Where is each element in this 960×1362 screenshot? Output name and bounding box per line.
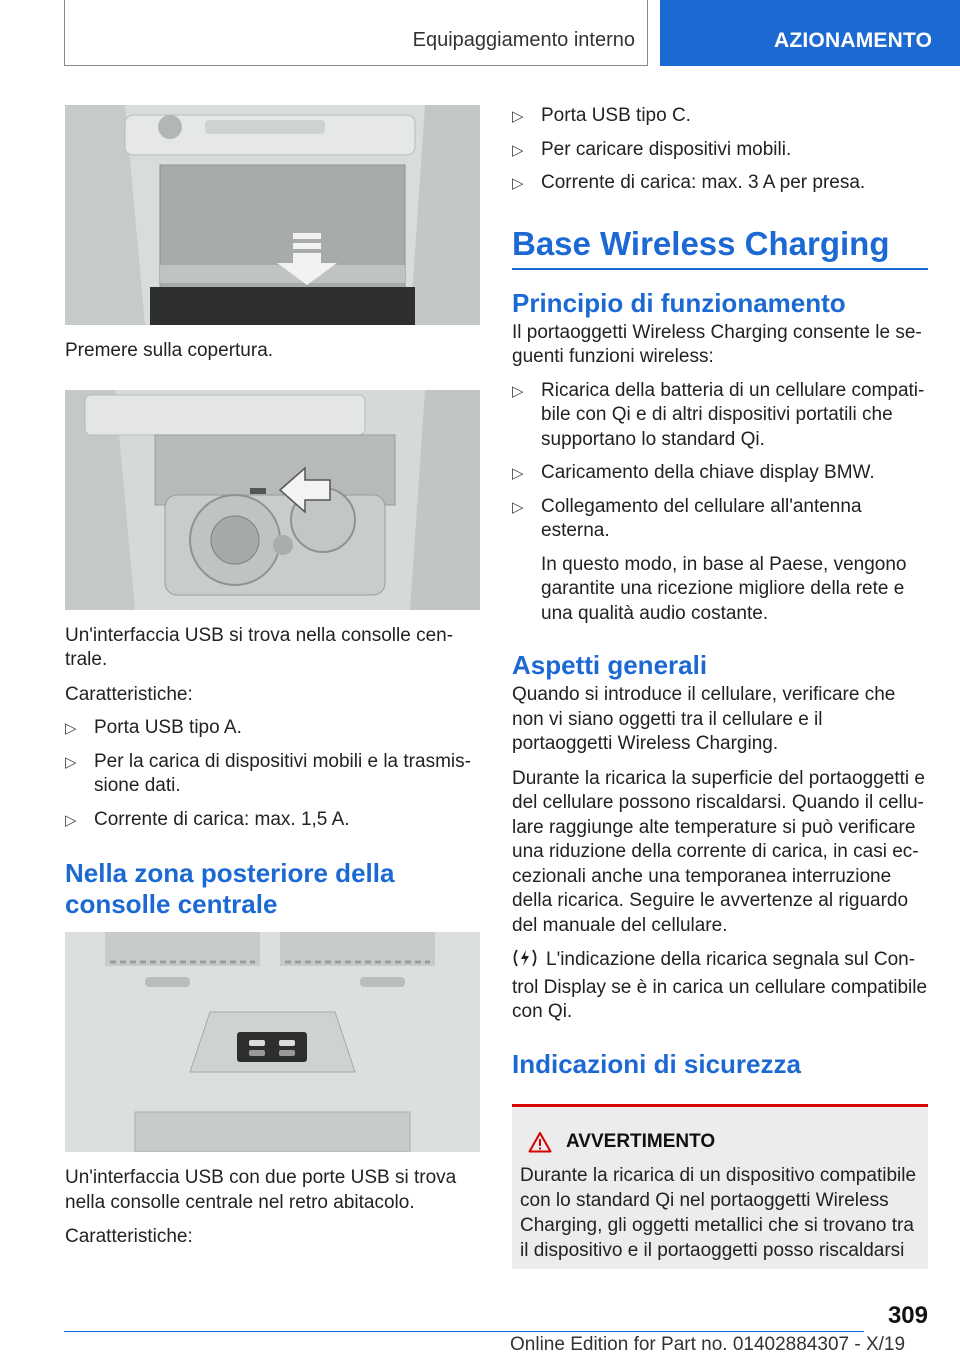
triangle-bullet-icon: ▷ bbox=[512, 382, 524, 400]
antenna-note: In questo modo, in base al Paese, vengono garantite una ricezione migliore della rete e una qualità audio costante. bbox=[541, 553, 907, 624]
footer-edition: Online Edition for Part no. 01402884307 - X/19 bbox=[510, 1334, 906, 1355]
left-column bbox=[65, 105, 480, 1250]
warning-box bbox=[512, 1104, 928, 1269]
heading-rear-console: Nella zona posteriore della consolle centrale bbox=[65, 858, 395, 919]
list-item: ▷ Collegamento del cellulare all'antenna esterna. bbox=[512, 495, 862, 541]
features-label: Caratteristiche: bbox=[65, 683, 193, 705]
photo-cover-press bbox=[65, 105, 480, 325]
warning-text: Durante la ricarica di un dispositivo compatibile con lo standard Qi nel portaoggetti Wireless Charging, gli oggetti metallici che si trovano tra il dispositivo e il portaoggetti posso riscaldarsi bbox=[520, 1164, 917, 1261]
header-section: AZIONAMENTO bbox=[774, 29, 933, 52]
features-list-front bbox=[65, 716, 480, 832]
header-chapter-box bbox=[64, 0, 648, 66]
triangle-bullet-icon: ▷ bbox=[512, 141, 524, 159]
triangle-bullet-icon: ▷ bbox=[512, 498, 524, 516]
list-item: ▷ Ricarica della batteria di un cellulare compati-bile con Qi e di altri dispositivi portatili che supportano lo standard Qi. bbox=[512, 379, 925, 450]
photo-usb-rear bbox=[65, 932, 480, 1152]
warning-header bbox=[528, 1131, 920, 1153]
section-heading-wrap bbox=[512, 224, 928, 270]
list-item: ▷ Per la carica di dispositivi mobili e la trasmis-sione dati. bbox=[65, 750, 471, 796]
triangle-bullet-icon: ▷ bbox=[512, 108, 524, 125]
list-item: ▷ Corrente di carica: max. 1,5 A. bbox=[65, 808, 480, 833]
list-item: ▷ Corrente di carica: max. 3 A per presa. bbox=[512, 171, 928, 196]
heading-general: Aspetti generali bbox=[512, 650, 708, 680]
general-paragraph-2: Durante la ricarica la superficie del portaoggetti e del cellulare possono riscaldarsi. Quando il cellu-lare raggiunge alte temperature si può verificare una riduzione della corrente di carica, in casi ec-cezionali anche una temporanea interruzione della ricarica. Seguire le avvertenze al riguardo del manuale del cellulare. bbox=[512, 767, 925, 936]
list-item: ▷ Porta USB tipo C. bbox=[512, 104, 928, 129]
wireless-charging-icon bbox=[512, 948, 538, 976]
heading-principle: Principio di funzionamento bbox=[512, 287, 846, 318]
list-item: ▷ Caricamento della chiave display BMW. bbox=[512, 461, 928, 486]
triangle-bullet-icon: ▷ bbox=[65, 720, 77, 737]
heading-safety: Indicazioni di sicurezza bbox=[512, 1048, 801, 1079]
warning-triangle-icon bbox=[528, 1131, 552, 1153]
caption-press-cover: Premere sulla copertura. bbox=[65, 340, 274, 361]
list-item: ▷ Per caricare dispositivi mobili. bbox=[512, 138, 928, 163]
photo-usb-front bbox=[65, 390, 480, 610]
section-heading: Base Wireless Charging bbox=[512, 224, 890, 262]
principle-list bbox=[512, 379, 928, 544]
general-paragraph-1: Quando si introduce il cellulare, verificare che non vi siano oggetti tra il cellulare e il portaoggetti Wireless Charging. bbox=[512, 684, 896, 754]
footer-divider bbox=[64, 1331, 864, 1332]
list-item: ▷ Porta USB tipo A. bbox=[65, 716, 480, 741]
warning-title: AVVERTIMENTO bbox=[566, 1130, 716, 1152]
triangle-bullet-icon: ▷ bbox=[512, 465, 524, 482]
caption-usb-rear: Un'interfaccia USB con due porte USB si trova nella consolle centrale nel retro abitacolo. bbox=[65, 1167, 457, 1213]
page-number: 309 bbox=[887, 1302, 928, 1329]
triangle-bullet-icon: ▷ bbox=[65, 811, 77, 829]
general-paragraph-3: L'indicazione della ricarica segnala sul Con-trol Display se è in carica un cellulare compatibile con Qi. bbox=[512, 949, 928, 1022]
principle-text: Il portaoggetti Wireless Charging consente le se-guenti funzioni wireless: bbox=[512, 321, 922, 367]
features-list-rear bbox=[512, 104, 928, 196]
header-title: Equipaggiamento interno bbox=[412, 29, 635, 51]
triangle-bullet-icon: ▷ bbox=[65, 753, 77, 771]
header-section-tab bbox=[660, 0, 960, 66]
right-column bbox=[512, 104, 928, 1269]
caption-usb-front: Un'interfaccia USB si trova nella consolle cen-trale. bbox=[65, 624, 454, 670]
triangle-bullet-icon: ▷ bbox=[512, 175, 524, 192]
features-label-rear: Caratteristiche: bbox=[65, 1226, 193, 1247]
